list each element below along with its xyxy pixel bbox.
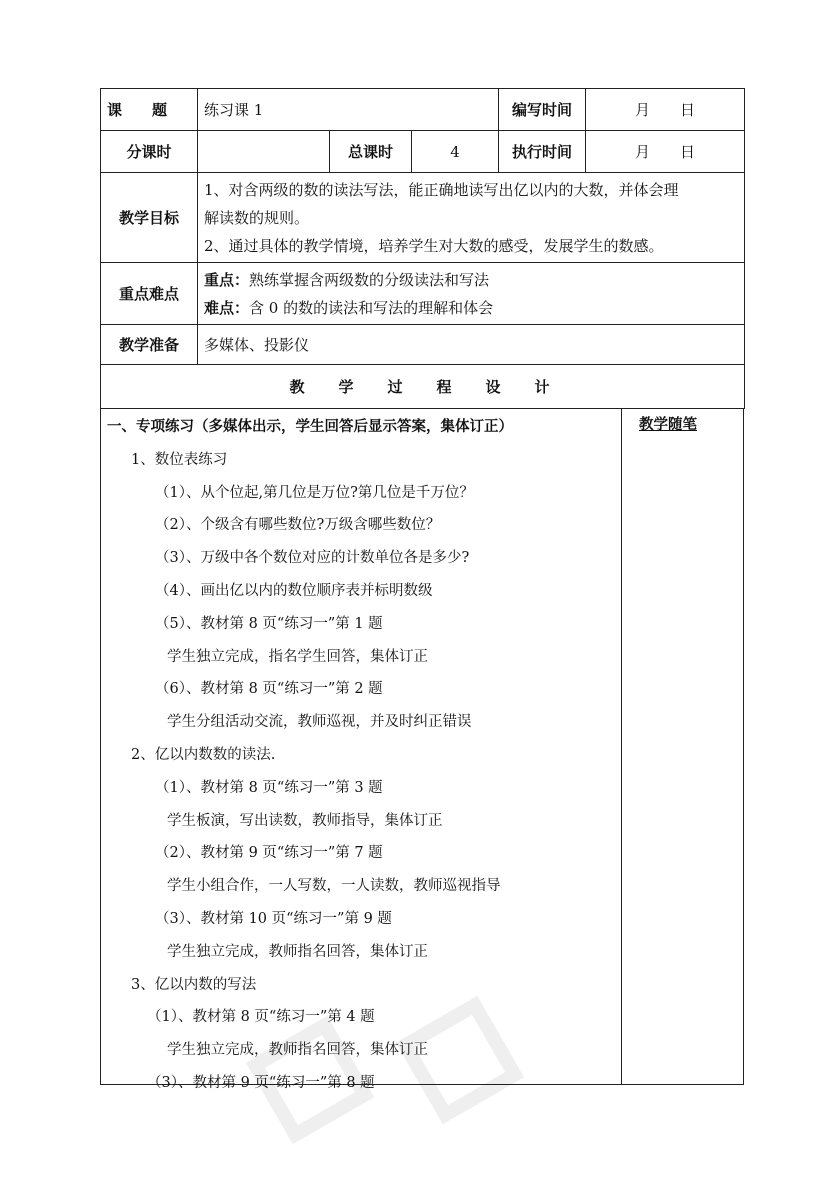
exercise-note: 学生板演，写出读数，教师指导，集体订正 (167, 812, 443, 829)
key-points-content (198, 263, 745, 325)
section-heading: 一、专项练习（多媒体出示，学生回答后显示答案，集体订正） (107, 419, 513, 435)
exercise-note: 学生独立完成，教师指名回答，集体订正 (167, 1042, 428, 1059)
key-point-text: 熟练掌握含两级数的分级读法和写法 (249, 270, 490, 289)
exercise-item: （6）、教材第 8 页“练习一”第 2 题 (155, 681, 383, 698)
notes-divider (621, 409, 622, 1084)
exercise-note: 学生小组合作，一人写数，一人读数，教师巡视指导 (167, 878, 501, 895)
subsection-heading: 1、数位表练习 (131, 451, 228, 468)
write-time-label: 编写时间 (499, 89, 586, 131)
process-title: 教学过程设计 (101, 365, 745, 409)
total-hours-value: 4 (412, 131, 499, 173)
exercise-item: （3）、万级中各个数位对应的计数单位各是多少? (155, 550, 470, 567)
goals-line-2: 解读数的规则。 (204, 208, 310, 227)
watermark-graphic (240, 980, 540, 1180)
lesson-plan-sheet (100, 88, 744, 1091)
topic-label: 课 题 (101, 89, 198, 131)
difficulty-text: 含 0 的数的读法和写法的理解和体会 (249, 298, 494, 317)
goals-content (198, 173, 745, 263)
exercise-note: 学生独立完成，教师指名回答，集体订正 (167, 943, 428, 960)
sub-hours-value (198, 131, 330, 173)
exercise-item: （1）、教材第 8 页“练习一”第 3 题 (155, 779, 383, 796)
notes-label: 教学随笔 (639, 417, 697, 433)
lesson-header-table (100, 88, 745, 409)
subsection-heading: 2、亿以内数数的读法. (131, 746, 276, 763)
subsection-heading: 3、亿以内数的写法 (131, 976, 257, 993)
exercise-item: （3）、教材第 9 页“练习一”第 8 题 (147, 1074, 375, 1091)
exercise-item: （2）、教材第 9 页“练习一”第 7 题 (155, 845, 383, 862)
exec-time-value: 月 日 (586, 131, 745, 173)
key-points-label: 重点难点 (101, 263, 198, 325)
topic-value: 练习课 1 (198, 89, 499, 131)
prep-value: 多媒体、投影仪 (198, 325, 745, 365)
exercise-item: （1）、从个位起,第几位是万位?第几位是千万位？ (155, 484, 474, 501)
exercise-item: （1）、教材第 8 页“练习一”第 4 题 (147, 1009, 375, 1026)
exercise-note: 学生独立完成，指名学生回答，集体订正 (167, 648, 428, 665)
goals-label: 教学目标 (101, 173, 198, 263)
goals-line-1: 1、对含两级的数的读法写法，能正确地读写出亿以内的大数，并体会理 (204, 180, 679, 199)
goals-line-3: 2、通过具体的教学情境，培养学生对大数的感受，发展学生的数感。 (204, 236, 664, 255)
exercise-item: （3）、教材第 10 页“练习一”第 9 题 (155, 910, 392, 927)
total-hours-label: 总课时 (330, 131, 412, 173)
exercise-item: （5）、教材第 8 页“练习一”第 1 题 (155, 615, 383, 632)
difficulty-label: 难点： (204, 298, 250, 317)
exercise-note: 学生分组活动交流，教师巡视，并及时纠正错误 (167, 714, 472, 731)
sub-hours-label: 分课时 (101, 131, 198, 173)
write-time-value: 月 日 (586, 89, 745, 131)
key-point-label: 重点： (204, 270, 250, 289)
prep-label: 教学准备 (101, 325, 198, 365)
exercise-item: （4）、画出亿以内的数位顺序表并标明数级 (155, 582, 433, 599)
exec-time-label: 执行时间 (499, 131, 586, 173)
exercise-item: （2）、个级含有哪些数位?万级含哪些数位？ (155, 517, 441, 534)
